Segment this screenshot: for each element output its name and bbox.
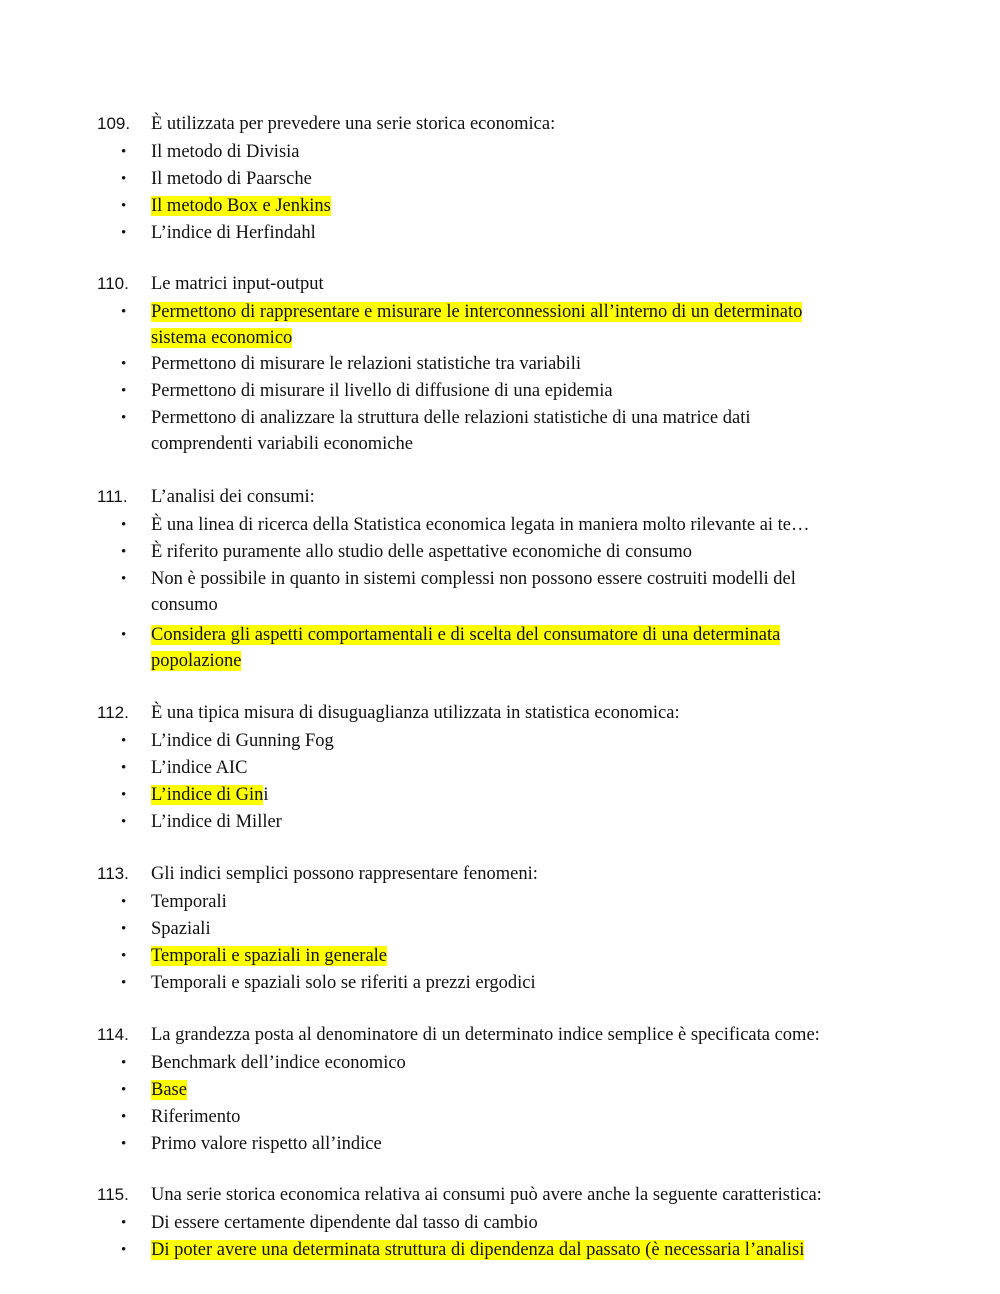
bullet-icon: • (121, 627, 127, 643)
answer-option (0, 970, 1000, 997)
bullet-icon: • (121, 1136, 127, 1152)
answer-option (0, 889, 1000, 916)
answer-text: Permettono di analizzare la struttura delle relazioni statistiche di una matrice dati comprendenti variabili economiche (151, 408, 751, 454)
answer-text: Spaziali (151, 919, 211, 939)
answer-option-correct (0, 299, 1000, 351)
bullet-icon: • (121, 144, 127, 160)
answer-text-highlighted: Base (151, 1080, 187, 1100)
bullet-icon: • (121, 198, 127, 214)
question-number: 115. (97, 1185, 129, 1204)
answer-text: Riferimento (151, 1107, 241, 1127)
bullet-icon: • (121, 304, 127, 320)
answer-text: Il metodo di Divisia (151, 142, 300, 162)
answer-text: Non è possibile in quanto in sistemi complessi non possono essere costruiti modelli del consumo (151, 569, 796, 615)
answer-option (0, 166, 1000, 193)
answer-text: Il metodo di Paarsche (151, 169, 312, 189)
answer-text: È una linea di ricerca della Statistica economica legata in maniera molto rilevante ai te… (151, 515, 810, 535)
answer-option (0, 220, 1000, 247)
answer-option (0, 916, 1000, 943)
answer-option-correct (0, 1237, 1000, 1264)
question-text: Una serie storica economica relativa ai consumi può avere anche la seguente caratteristica: (151, 1185, 822, 1205)
question-113 (0, 862, 1000, 997)
answer-text: È riferito puramente allo studio delle aspettative economiche di consumo (151, 542, 692, 562)
bullet-icon: • (121, 894, 127, 910)
bullet-icon: • (121, 225, 127, 241)
question-number: 109. (97, 114, 131, 133)
bullet-icon: • (121, 517, 127, 533)
answer-option-correct (0, 782, 1000, 809)
answer-text-highlighted: Il metodo Box e Jenkins (151, 196, 331, 216)
answer-text: Di essere certamente dipendente dal tasso di cambio (151, 1213, 538, 1233)
question-text: La grandezza posta al denominatore di un determinato indice semplice è specificata come: (151, 1025, 820, 1045)
answer-option (0, 378, 1000, 405)
question-number: 114. (97, 1025, 129, 1044)
bullet-icon: • (121, 975, 127, 991)
answer-option (0, 566, 1000, 618)
question-text: Gli indici semplici possono rappresentare fenomeni: (151, 864, 538, 884)
answer-option-correct (0, 943, 1000, 970)
bullet-icon: • (121, 1109, 127, 1125)
bullet-icon: • (121, 733, 127, 749)
answer-text: Temporali (151, 892, 227, 912)
answer-text: L’indice di Gunning Fog (151, 731, 334, 751)
answer-option (0, 1104, 1000, 1131)
answer-option (0, 1210, 1000, 1237)
question-number: 113. (97, 864, 129, 883)
answer-text-highlighted: Temporali e spaziali in generale (151, 946, 388, 966)
answer-option (0, 139, 1000, 166)
answer-option-correct (0, 1077, 1000, 1104)
answer-text: L’indice di Herfindahl (151, 223, 316, 243)
answer-text: Primo valore rispetto all’indice (151, 1134, 382, 1154)
bullet-icon: • (121, 1215, 127, 1231)
bullet-icon: • (121, 356, 127, 372)
answer-text: L’indice AIC (151, 758, 248, 778)
answer-text-rest: i (263, 785, 269, 805)
question-114 (0, 1023, 1000, 1158)
answer-text: Permettono di misurare le relazioni statistiche tra variabili (151, 354, 581, 374)
answer-text-highlighted: Permettono di rappresentare e misurare le interconnessioni all’interno di un determinato sistema economico (151, 302, 803, 348)
question-text: Le matrici input-output (151, 274, 324, 294)
answer-text: L’indice di Miller (151, 812, 282, 832)
question-number: 111. (97, 487, 128, 506)
bullet-icon: • (121, 1082, 127, 1098)
answer-option (0, 728, 1000, 755)
bullet-icon: • (121, 1055, 127, 1071)
bullet-icon: • (121, 787, 127, 803)
bullet-icon: • (121, 814, 127, 830)
question-text: È utilizzata per prevedere una serie storica economica: (151, 114, 556, 134)
question-110 (0, 272, 1000, 457)
question-112 (0, 701, 1000, 836)
answer-option (0, 539, 1000, 566)
answer-text: Permettono di misurare il livello di diffusione di una epidemia (151, 381, 613, 401)
bullet-icon: • (121, 948, 127, 964)
answer-text: Benchmark dell’indice economico (151, 1053, 406, 1073)
answer-option (0, 351, 1000, 378)
bullet-icon: • (121, 921, 127, 937)
answer-option (0, 1131, 1000, 1158)
answer-option (0, 405, 1000, 457)
bullet-icon: • (121, 383, 127, 399)
answer-option (0, 512, 1000, 539)
bullet-icon: • (121, 1242, 127, 1258)
answer-option (0, 755, 1000, 782)
answer-option (0, 809, 1000, 836)
bullet-icon: • (121, 571, 127, 587)
answer-text-highlighted: Di poter avere una determinata struttura di dipendenza dal passato (è necessaria l’analisi (151, 1240, 805, 1260)
bullet-icon: • (121, 410, 127, 426)
bullet-icon: • (121, 544, 127, 560)
answer-option-correct (0, 193, 1000, 220)
answer-text-highlighted: L’indice di Gin (151, 785, 264, 805)
question-number: 112. (97, 703, 129, 722)
question-109 (0, 112, 1000, 247)
question-111 (0, 485, 1000, 674)
answer-option-correct (0, 622, 1000, 674)
question-text: È una tipica misura di disuguaglianza utilizzata in statistica economica: (151, 703, 680, 723)
answer-text: Temporali e spaziali solo se riferiti a prezzi ergodici (151, 973, 536, 993)
question-text: L’analisi dei consumi: (151, 487, 315, 507)
answer-text-highlighted: Considera gli aspetti comportamentali e di scelta del consumatore di una determinata popolazione (151, 625, 781, 671)
question-115 (0, 1183, 1000, 1264)
question-number: 110. (97, 274, 129, 293)
bullet-icon: • (121, 760, 127, 776)
bullet-icon: • (121, 171, 127, 187)
answer-option (0, 1050, 1000, 1077)
